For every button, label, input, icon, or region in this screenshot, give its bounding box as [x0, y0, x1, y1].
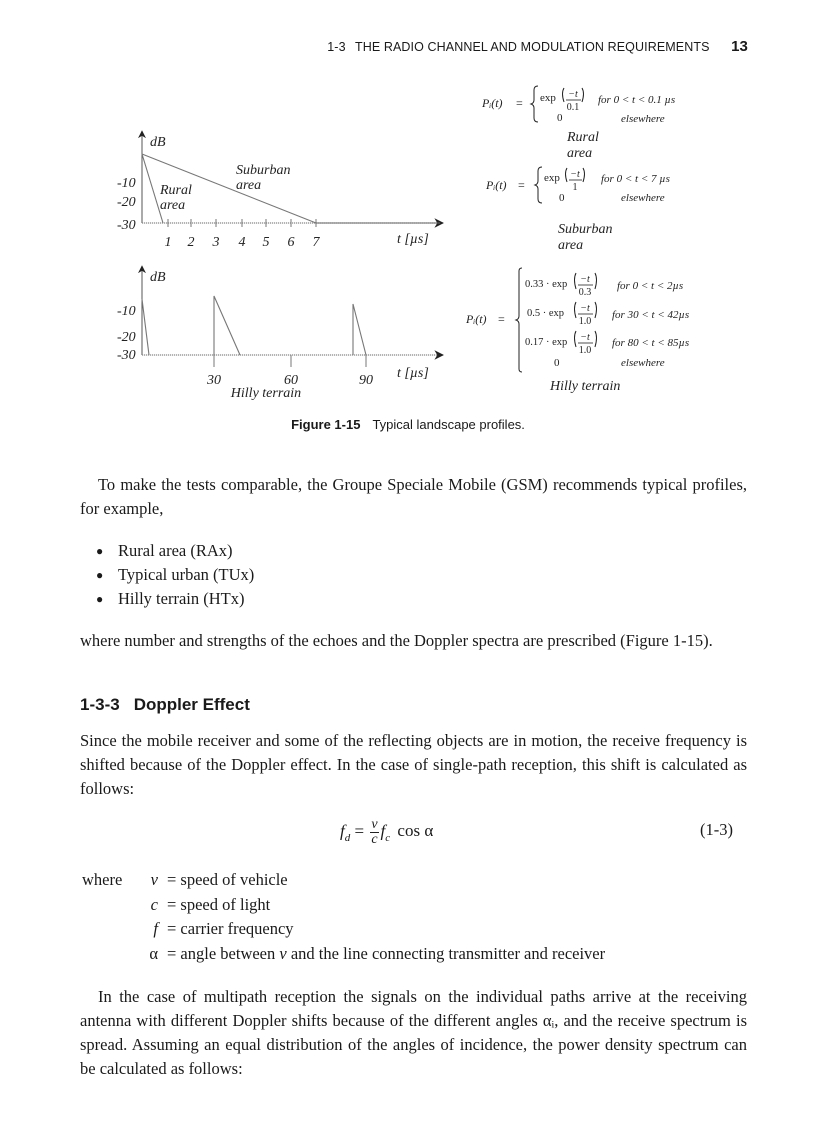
def-symbol: α [149, 943, 158, 963]
svg-text:1: 1 [572, 182, 578, 193]
svg-text:1.0: 1.0 [578, 345, 592, 356]
y-tick-label: -10 [117, 176, 136, 191]
svg-text:Pᵢ(t): Pᵢ(t) [482, 96, 503, 110]
svg-text:=: = [498, 312, 505, 326]
rural-equation [481, 86, 675, 161]
y-tick-label: -30 [117, 348, 136, 363]
paragraph-doppler-intro: Since the mobile receiver and some of the reflecting objects are in motion, the receive frequency is shifted because of the Doppler effect. In the case of single-path reception, this shift is calculated as follows: [80, 731, 747, 798]
section-title: Doppler Effect [133, 695, 250, 714]
svg-text:for 0 < t < 7 µs: for 0 < t < 7 µs [601, 173, 670, 185]
def-text: = speed of vehicle [167, 870, 288, 889]
svg-text:1: 1 [164, 235, 172, 250]
svg-text:−t: −t [568, 89, 578, 100]
page-number: 13 [731, 38, 748, 55]
paragraph-echoes: where number and strengths of the echoes and the Doppler spectra are prescribed (Figure 1-15). [80, 631, 713, 650]
top-profile-plot [117, 131, 443, 250]
svg-text:exp: exp [540, 92, 556, 104]
list-item: ● Typical urban (TUx) [96, 563, 254, 587]
hilly-equation [465, 268, 689, 394]
svg-text:60: 60 [284, 373, 298, 388]
figure-caption [0, 417, 816, 432]
eq-lhs: f [340, 821, 345, 841]
rural-area-label: Rural [567, 130, 599, 145]
section-number: 1-3-3 [80, 695, 120, 714]
equation-number: (1-3) [700, 820, 733, 839]
suburban-equation [485, 167, 670, 253]
def-symbol: c [150, 894, 158, 914]
where-label: where [82, 870, 123, 889]
svg-text:0: 0 [554, 357, 560, 369]
y-tick-label: -20 [117, 330, 136, 345]
suburban-area-label: Suburban [558, 222, 613, 237]
svg-text:−t: −t [570, 169, 580, 180]
y-tick-label: -10 [117, 304, 136, 319]
svg-text:5: 5 [262, 235, 270, 250]
figure-caption-text: Typical landscape profiles. [372, 417, 525, 432]
svg-text:1.0: 1.0 [578, 316, 592, 327]
paragraph-multipath: In the case of multipath reception the signals on the individual paths arrive at the receiving antenna with different Doppler shifts because of the different angles αᵢ, and the receive spectrum is spread. Assuming an equal distribution of the angles of incidence, the power density spectrum can be calculated as follows: [80, 987, 747, 1078]
svg-text:area: area [567, 146, 593, 161]
svg-text:0.5 · exp: 0.5 · exp [527, 308, 565, 319]
svg-text:=: = [516, 96, 523, 110]
svg-text:0: 0 [557, 112, 563, 124]
figure-label: Figure 1-15 [291, 417, 361, 432]
def-text: = angle between v and the line connecting transmitter and receiver [167, 943, 606, 963]
figure-1-15 [0, 0, 816, 410]
svg-text:7: 7 [312, 235, 320, 250]
svg-text:area: area [558, 238, 584, 253]
svg-text:30: 30 [207, 373, 221, 388]
svg-text:0.3: 0.3 [578, 287, 592, 298]
def-symbol: v [150, 870, 158, 889]
x-ticks [214, 355, 366, 367]
y-tick-label: -20 [117, 195, 136, 210]
section-heading [80, 695, 250, 715]
header-title: THE RADIO CHANNEL AND MODULATION REQUIREMENTS [354, 40, 710, 54]
suburban-label: Suburban [236, 163, 291, 178]
y-tick-label: -30 [117, 218, 136, 233]
svg-text:2: 2 [187, 235, 195, 250]
svg-text:for 0 < t < 0.1 µs: for 0 < t < 0.1 µs [598, 94, 676, 106]
svg-text:=: = [518, 178, 525, 192]
eq-carrier-sub: c [385, 831, 391, 844]
svg-text:exp: exp [544, 172, 560, 184]
def-symbol: f [153, 919, 158, 938]
svg-text:0.17 · exp: 0.17 · exp [525, 337, 568, 348]
suburban-label-2: area [236, 178, 262, 193]
def-text: = carrier frequency [167, 919, 294, 938]
doppler-equation: $f_d$ = $\frac{v}{c}$ $f_c$ cos α [340, 817, 434, 847]
svg-text:0.1: 0.1 [566, 102, 580, 113]
svg-text:Pᵢ(t): Pᵢ(t) [486, 178, 507, 192]
svg-text:3: 3 [212, 235, 220, 250]
svg-text:elsewhere: elsewhere [621, 192, 665, 204]
def-text: = speed of light [167, 894, 271, 914]
x-tick-labels [165, 235, 321, 250]
eq-fraction: $\frac{v}{c}$ [371, 817, 378, 847]
svg-text:0.33 · exp: 0.33 · exp [525, 279, 568, 290]
svg-text:elsewhere: elsewhere [621, 113, 665, 125]
top-x-label: t [µs] [397, 232, 429, 247]
svg-text:for 80 < t < 85µs: for 80 < t < 85µs [612, 337, 690, 349]
eq-lhs-sub: d [344, 831, 351, 844]
rural-label: Rural [160, 183, 192, 198]
svg-text:Pᵢ(t): Pᵢ(t) [466, 312, 487, 326]
profile-list [96, 539, 254, 611]
svg-text:90: 90 [359, 373, 373, 388]
hilly-y-label: dB [150, 270, 166, 285]
svg-text:for 30 < t < 42µs: for 30 < t < 42µs [612, 309, 690, 321]
echo-profiles [142, 296, 366, 355]
header-section-number: 1-3 [327, 40, 346, 54]
svg-text:−t: −t [580, 274, 590, 285]
list-item: ● Rural area (RAx) [96, 539, 254, 563]
svg-text:4: 4 [238, 235, 246, 250]
eq-cos-alpha: cos α [397, 821, 434, 841]
top-y-label: dB [150, 135, 166, 150]
svg-text:0: 0 [559, 192, 565, 204]
svg-text:−t: −t [580, 303, 590, 314]
hilly-terrain-eq-label: Hilly terrain [550, 379, 621, 394]
paragraph-gsm-profiles: To make the tests comparable, the Groupe Speciale Mobile (GSM) recommends typical profiles, for example, [80, 475, 747, 518]
svg-text:6: 6 [287, 235, 295, 250]
svg-text:elsewhere: elsewhere [621, 357, 665, 369]
hilly-profile-plot [117, 266, 443, 401]
hilly-x-label: t [µs] [397, 366, 429, 381]
hilly-terrain-label: Hilly terrain [230, 386, 302, 401]
svg-text:for 0 < t < 2µs: for 0 < t < 2µs [617, 280, 684, 292]
eq-carrier: f [380, 821, 386, 841]
list-item: ● Hilly terrain (HTx) [96, 587, 254, 611]
svg-text:−t: −t [580, 332, 590, 343]
rural-label-2: area [160, 198, 186, 213]
